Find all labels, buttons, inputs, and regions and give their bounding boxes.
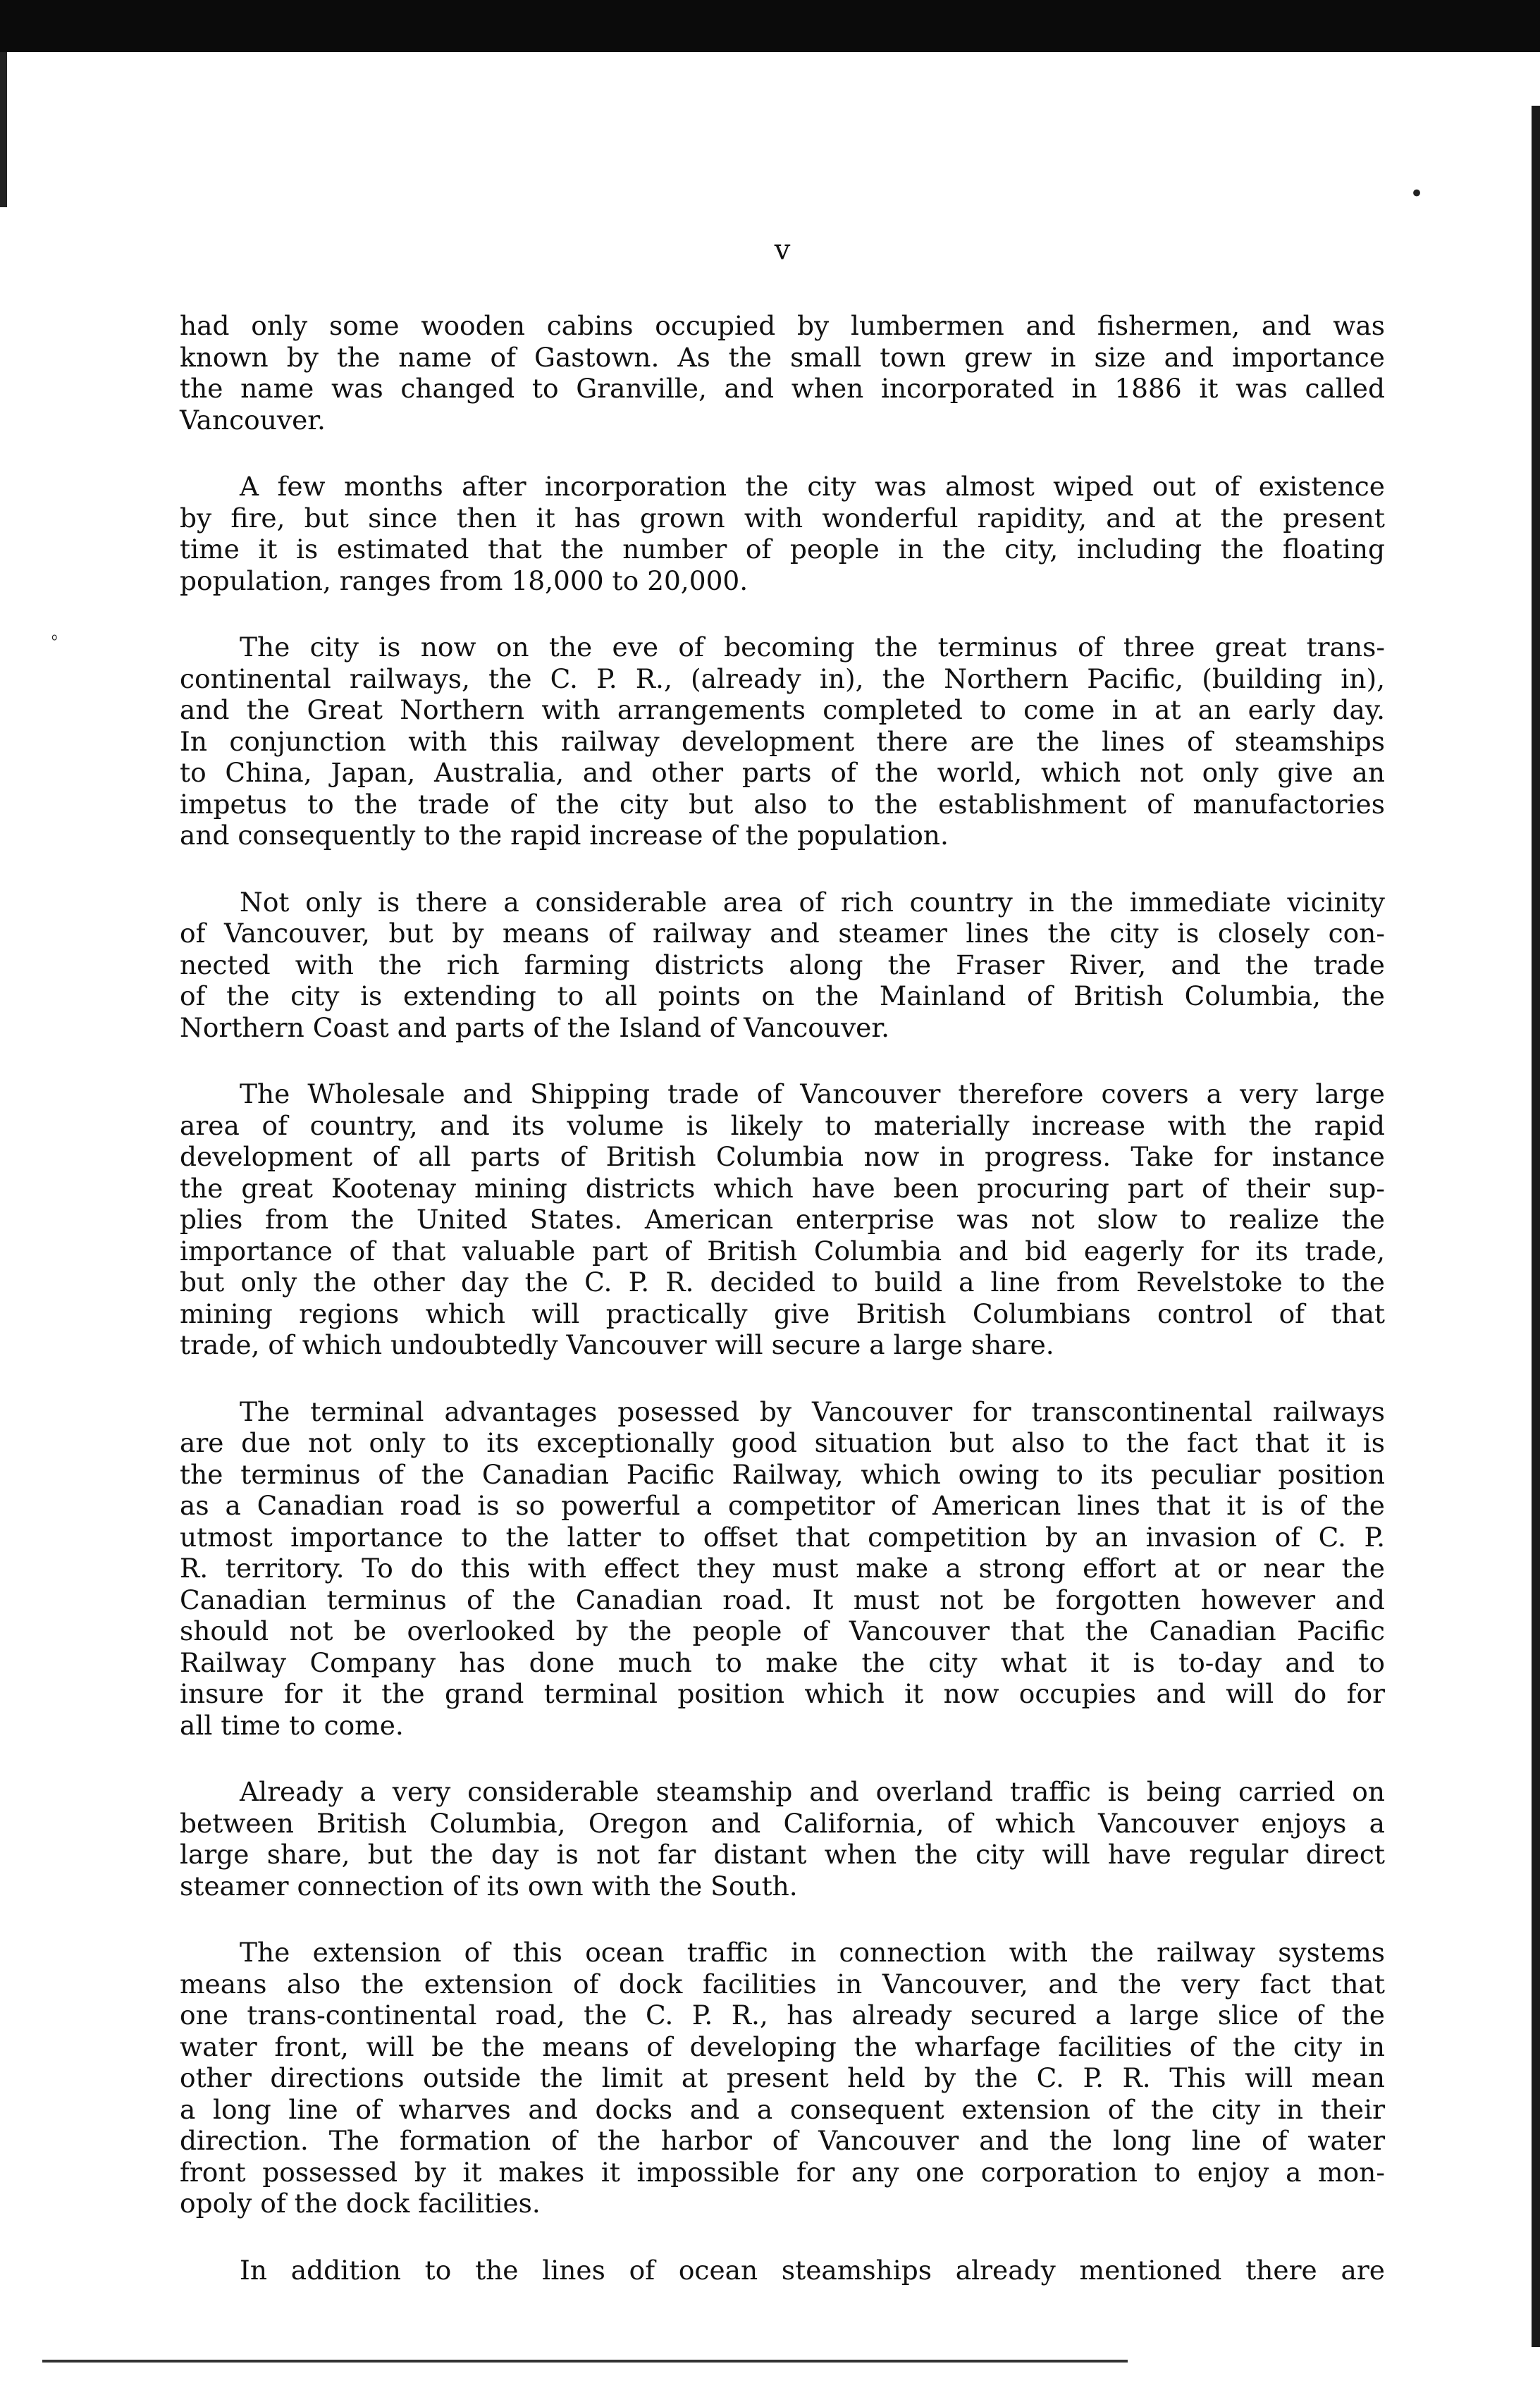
- text-line: population, ranges from 18,000 to 20,000.: [180, 565, 749, 596]
- paragraph: [180, 310, 1385, 436]
- text-line: direction. The formation of the harbor of Vancouver and the long line of water: [180, 2125, 1385, 2156]
- text-line: plies from the United States. American enterprise was not slow to realize the: [180, 1204, 1385, 1235]
- paragraph: [180, 1776, 1385, 1902]
- text-line: The Wholesale and Shipping trade of Vancouver therefore covers a very large: [240, 1078, 1385, 1109]
- text-line: opoly of the dock facilities.: [180, 2188, 541, 2219]
- document-body: [180, 310, 1385, 2321]
- text-line: The extension of this ocean traffic in connection with the railway systems: [240, 1937, 1385, 1968]
- paragraph: [180, 2255, 1385, 2286]
- text-line: insure for it the grand terminal position which it now occupies and will do for: [180, 1678, 1385, 1709]
- text-line: to China, Japan, Australia, and other parts of the world, which not only give an: [180, 757, 1385, 788]
- text-line: should not be overlooked by the people of Vancouver that the Canadian Pacific: [180, 1615, 1385, 1646]
- text-line: Northern Coast and parts of the Island of Vancouver.: [180, 1011, 890, 1043]
- page-number: v: [774, 234, 791, 266]
- text-line: nected with the rich farming districts along the Fraser River, and the trade: [180, 949, 1385, 980]
- text-line: utmost importance to the latter to offset that competition by an invasion of C. P.: [180, 1521, 1385, 1553]
- text-line: Not only is there a considerable area of rich country in the immediate vicinity: [240, 886, 1385, 918]
- text-line: the terminus of the Canadian Pacific Railway, which owing to its peculiar position: [180, 1458, 1385, 1490]
- text-line: water front, will be the means of developing the wharfage facilities of the city in: [180, 2031, 1385, 2062]
- scan-left-edge: [0, 52, 7, 207]
- text-line: front possessed by it makes it impossible for any one corporation to enjoy a mon-: [180, 2156, 1385, 2188]
- text-line: mining regions which will practically give British Columbians control of that: [180, 1298, 1385, 1329]
- text-line: had only some wooden cabins occupied by lumbermen and fishermen, and was: [180, 310, 1385, 341]
- text-line: the great Kootenay mining districts which have been procuring part of their sup-: [180, 1172, 1385, 1204]
- text-line: other directions outside the limit at present held by the C. P. R. This will mean: [180, 2062, 1385, 2093]
- text-line: The terminal advantages posessed by Vancouver for transcontinental railways: [240, 1396, 1385, 1427]
- text-line: but only the other day the C. P. R. decided to build a line from Revelstoke to the: [180, 1267, 1385, 1298]
- text-line: development of all parts of British Columbia now in progress. Take for instance: [180, 1141, 1385, 1172]
- text-line: In addition to the lines of ocean steamships already mentioned there are: [240, 2254, 1385, 2286]
- text-line: steamer connection of its own with the South.: [180, 1870, 798, 1902]
- text-line: importance of that valuable part of British Columbia and bid eagerly for its trade,: [180, 1235, 1385, 1267]
- text-line: trade, of which undoubtedly Vancouver will secure a large share.: [180, 1329, 1054, 1360]
- paragraph: [180, 887, 1385, 1044]
- text-line: of the city is extending to all points on the Mainland of British Columbia, the: [180, 980, 1385, 1011]
- scan-right-edge: [1532, 106, 1540, 2347]
- text-line: A few months after incorporation the city was almost wiped out of existence: [240, 471, 1385, 502]
- text-line: as a Canadian road is so powerful a competitor of American lines that it is of the: [180, 1490, 1385, 1521]
- scan-bottom-rule: [42, 2360, 1128, 2363]
- text-line: large share, but the day is not far distant when the city will have regular direct: [180, 1839, 1385, 1870]
- paragraph: [180, 1396, 1385, 1742]
- text-line: time it is estimated that the number of people in the city, including the floating: [180, 534, 1385, 565]
- text-line: the name was changed to Granville, and when incorporated in 1886 it was called: [180, 373, 1385, 404]
- margin-mark: ﾟ: [51, 633, 63, 661]
- text-line: one trans-continental road, the C. P. R., has already secured a large slice of the: [180, 2000, 1385, 2031]
- margin-mark: •: [1410, 180, 1424, 208]
- text-line: Canadian terminus of the Canadian road. It must not be forgotten however and: [180, 1584, 1385, 1615]
- text-line: by fire, but since then it has grown with wonderful rapidity, and at the present: [180, 502, 1385, 534]
- text-line: a long line of wharves and docks and a consequent extension of the city in their: [180, 2093, 1385, 2125]
- text-line: and consequently to the rapid increase of the population.: [180, 820, 949, 851]
- paragraph: [180, 471, 1385, 596]
- text-line: between British Columbia, Oregon and California, of which Vancouver enjoys a: [180, 1807, 1385, 1839]
- text-line: all time to come.: [180, 1709, 404, 1741]
- text-line: of Vancouver, but by means of railway and steamer lines the city is closely con-: [180, 918, 1385, 949]
- paragraph: [180, 632, 1385, 851]
- text-line: Vancouver.: [180, 404, 326, 436]
- text-line: are due not only to its exceptionally good situation but also to the fact that it is: [180, 1427, 1385, 1458]
- text-line: Railway Company has done much to make the city what it is to-day and to: [180, 1646, 1385, 1678]
- text-line: impetus to the trade of the city but also to the establishment of manufactories: [180, 788, 1385, 820]
- text-line: In conjunction with this railway development there are the lines of steamships: [180, 725, 1385, 757]
- scan-top-border: [0, 0, 1540, 52]
- text-line: and the Great Northern with arrangements completed to come in at an early day.: [180, 694, 1385, 725]
- text-line: The city is now on the eve of becoming the terminus of three great trans-: [240, 632, 1385, 663]
- text-line: area of country, and its volume is likely to materially increase with the rapid: [180, 1109, 1385, 1141]
- text-line: Already a very considerable steamship and overland traffic is being carried on: [240, 1776, 1385, 1807]
- text-line: R. territory. To do this with effect they must make a strong effort at or near the: [180, 1553, 1385, 1584]
- paragraph: [180, 1937, 1385, 2219]
- text-line: continental railways, the C. P. R., (already in), the Northern Pacific, (building in),: [180, 663, 1385, 694]
- paragraph: [180, 1078, 1385, 1361]
- text-line: means also the extension of dock facilities in Vancouver, and the very fact that: [180, 1968, 1385, 2000]
- text-line: known by the name of Gastown. As the small town grew in size and importance: [180, 341, 1385, 373]
